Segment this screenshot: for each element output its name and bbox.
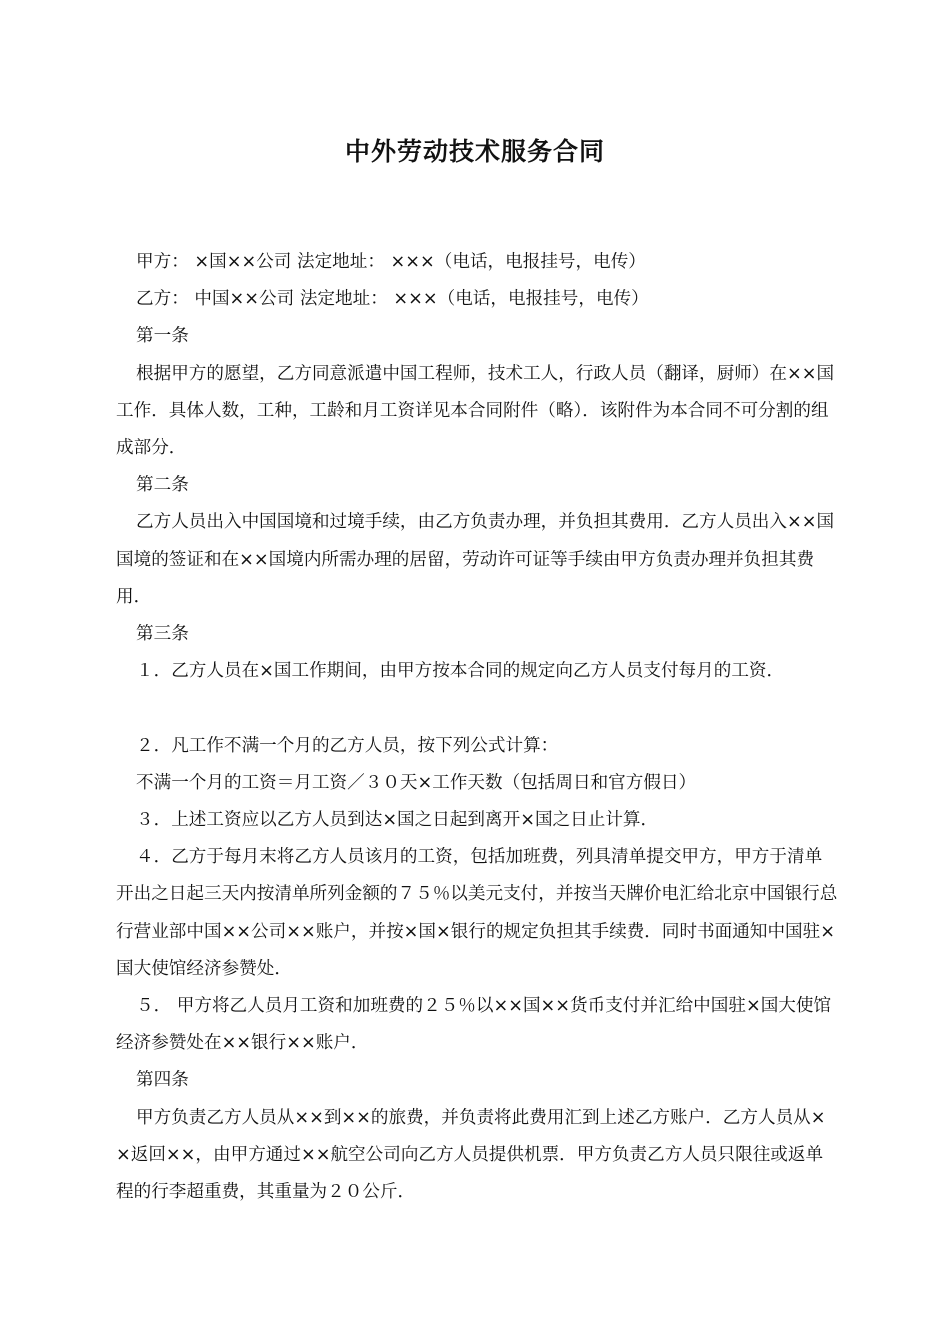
- article-heading-1: 第一条: [136, 326, 189, 347]
- paragraph-gap: [116, 690, 838, 727]
- article-3-item-4: ４．乙方于每月末将乙方人员该月的工资，包括加班费，列具清单提交甲方，甲方于清单开出之日起三天内按清单所列金额的７５％以美元支付，并按当天牌价电汇给北京中国银行总行营业部中国××公司××账户，并按×国×银行的规定负担其手续费．同时书面通知中国驻×国大使馆经济参赞处．: [116, 847, 838, 979]
- article-heading-4: 第四条: [136, 1070, 189, 1091]
- party-b-line: 乙方： 中国××公司 法定地址： ×××（电话，电报挂号，电传）: [136, 289, 649, 310]
- article-3-item-1: １．乙方人员在×国工作期间，由甲方按本合同的规定向乙方人员支付每月的工资．: [136, 661, 785, 682]
- article-heading-3: 第三条: [136, 624, 189, 645]
- article-1-text: 根据甲方的愿望，乙方同意派遣中国工程师，技术工人，行政人员（翻译，厨师）在××国工作．具体人数，工种，工龄和月工资详见本合同附件（略）．该附件为本合同不可分割的组成部分．: [116, 363, 835, 459]
- article-3-item-2: ２．凡工作不满一个月的乙方人员，按下列公式计算：: [136, 735, 559, 756]
- document-title: 中外劳动技术服务合同: [344, 137, 605, 166]
- article-heading-2: 第二条: [136, 475, 189, 496]
- article-4-text: 甲方负责乙方人员从××到××的旅费，并负责将此费用汇到上述乙方账户．乙方人员从××返回××，由甲方通过××航空公司向乙方人员提供机票．甲方负责乙方人员只限往或返单程的行李超重费，其重量为２０公斤．: [116, 1107, 826, 1203]
- article-2-text: 乙方人员出入中国国境和过境手续，由乙方负责办理，并负担其费用．乙方人员出入××国国境的签证和在××国境内所需办理的居留，劳动许可证等手续由甲方负责办理并负担其费用．: [116, 512, 835, 607]
- article-3-item-3: ３．上述工资应以乙方人员到达×国之日起到离开×国之日止计算．: [136, 810, 659, 831]
- party-a-line: 甲方： ×国××公司 法定地址： ×××（电话，电报挂号，电传）: [136, 252, 646, 272]
- document-body: [116, 244, 838, 1211]
- article-3-item-5: ５． 甲方将乙人员月工资和加班费的２５％以××国××货币支付并汇给中国驻×国大使馆经济参赞处在××银行××账户．: [116, 996, 832, 1054]
- article-3-formula: 不满一个月的工资＝月工资／３０天×工作天数（包括周日和官方假日）: [136, 772, 697, 793]
